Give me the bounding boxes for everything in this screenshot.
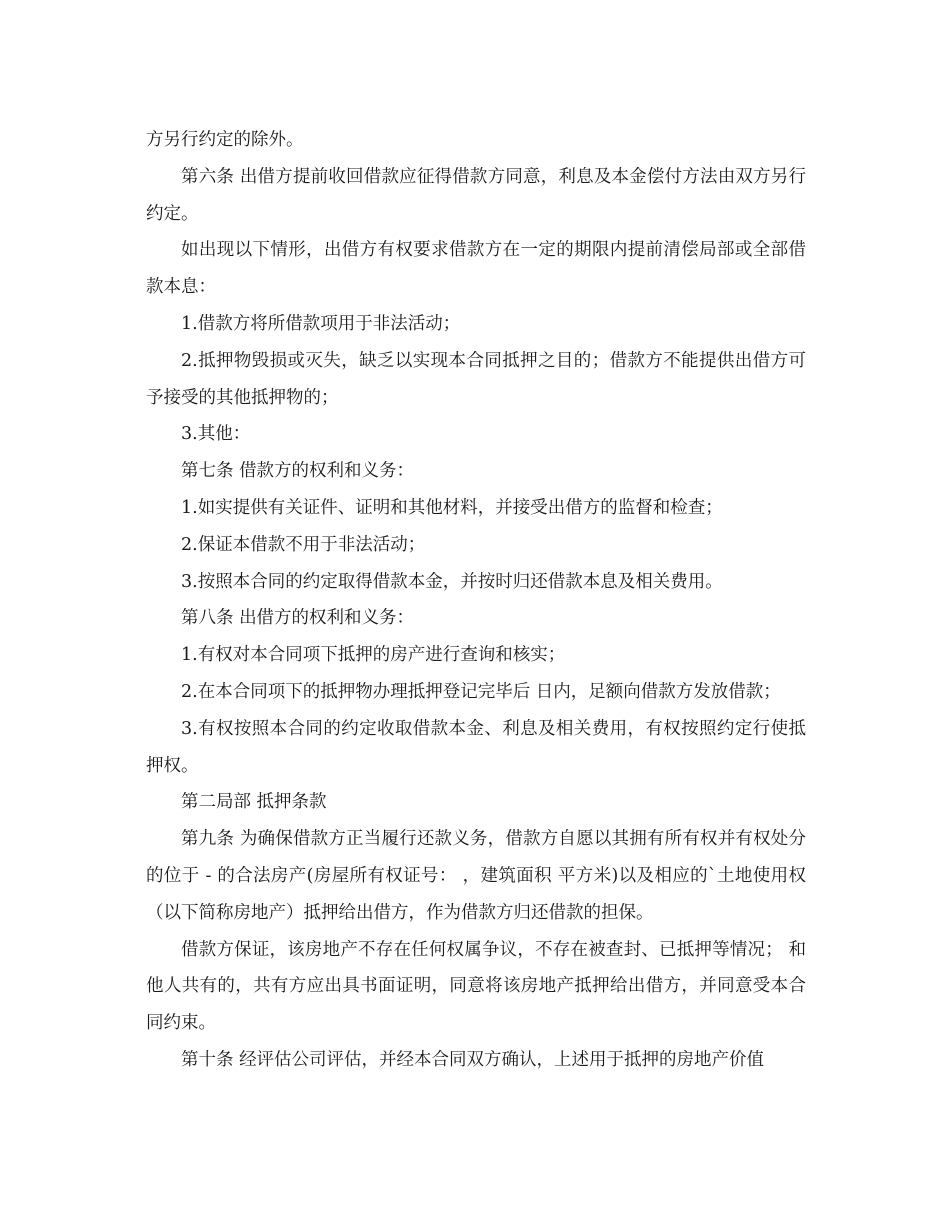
contract-body <box>146 122 806 1079</box>
paragraph-lender-right-1: 1.有权对本合同项下抵押的房产进行查询和核实； <box>181 645 566 666</box>
paragraph-borrower-duty-1: 1.如实提供有关证件、证明和其他材料，并接受出借方的监督和检查； <box>181 497 723 518</box>
paragraph-borrower-duty-2: 2.保证本借款不用于非法活动； <box>181 534 426 555</box>
paragraph-article-10: 第十条 经评估公司评估，并经本合同双方确认，上述用于抵押的房地产价值 <box>181 1049 765 1070</box>
paragraph-condition-2: 2.抵押物毁损或灭失，缺乏以实现本合同抵押之目的；借款方不能提供出借方可予接受的其他抵押物的； <box>146 350 806 408</box>
paragraph-early-repayment-conditions: 如出现以下情形，出借方有权要求借款方在一定的期限内提前清偿局部或全部借款本息： <box>146 240 806 298</box>
paragraph-article-7: 第七条 借款方的权利和义务： <box>181 461 415 482</box>
paragraph-part-2-heading: 第二局部 抵押条款 <box>181 792 327 813</box>
paragraph-article-6: 第六条 出借方提前收回借款应征得借款方同意，利息及本金偿付方法由双方另行约定。 <box>146 166 806 224</box>
paragraph-lender-right-2: 2.在本合同项下的抵押物办理抵押登记完毕后 日内，足额向借款方发放借款； <box>181 681 781 702</box>
paragraph-continuation: 方另行约定的除外。 <box>146 130 304 150</box>
paragraph-article-8: 第八条 出借方的权利和义务： <box>181 608 415 629</box>
paragraph-condition-1: 1.借款方将所借款项用于非法活动； <box>181 313 461 334</box>
paragraph-borrower-duty-3: 3.按照本合同的约定取得借款本金，并按时归还借款本息及相关费用。 <box>181 571 723 592</box>
paragraph-condition-3: 3.其他： <box>181 424 251 445</box>
paragraph-article-9: 第九条 为确保借款方正当履行还款义务，借款方自愿以其拥有所有权并有权处分的位于 - 的合法房产(房屋所有权证号： ，建筑面积 平方米)以及相应的`土地使用权（以下简称房地产）抵押给出借方，作为借款方归还借款的担保。 <box>146 829 806 923</box>
paragraph-lender-right-3: 3.有权按照本合同的约定收取借款本金、利息及相关费用，有权按照约定行使抵押权。 <box>146 718 806 776</box>
paragraph-borrower-guarantee: 借款方保证，该房地产不存在任何权属争议，不存在被查封、已抵押等情况； 和他人共有的，共有方应出具书面证明，同意将该房地产抵押给出借方，并同意受本合同约束。 <box>146 939 806 1034</box>
